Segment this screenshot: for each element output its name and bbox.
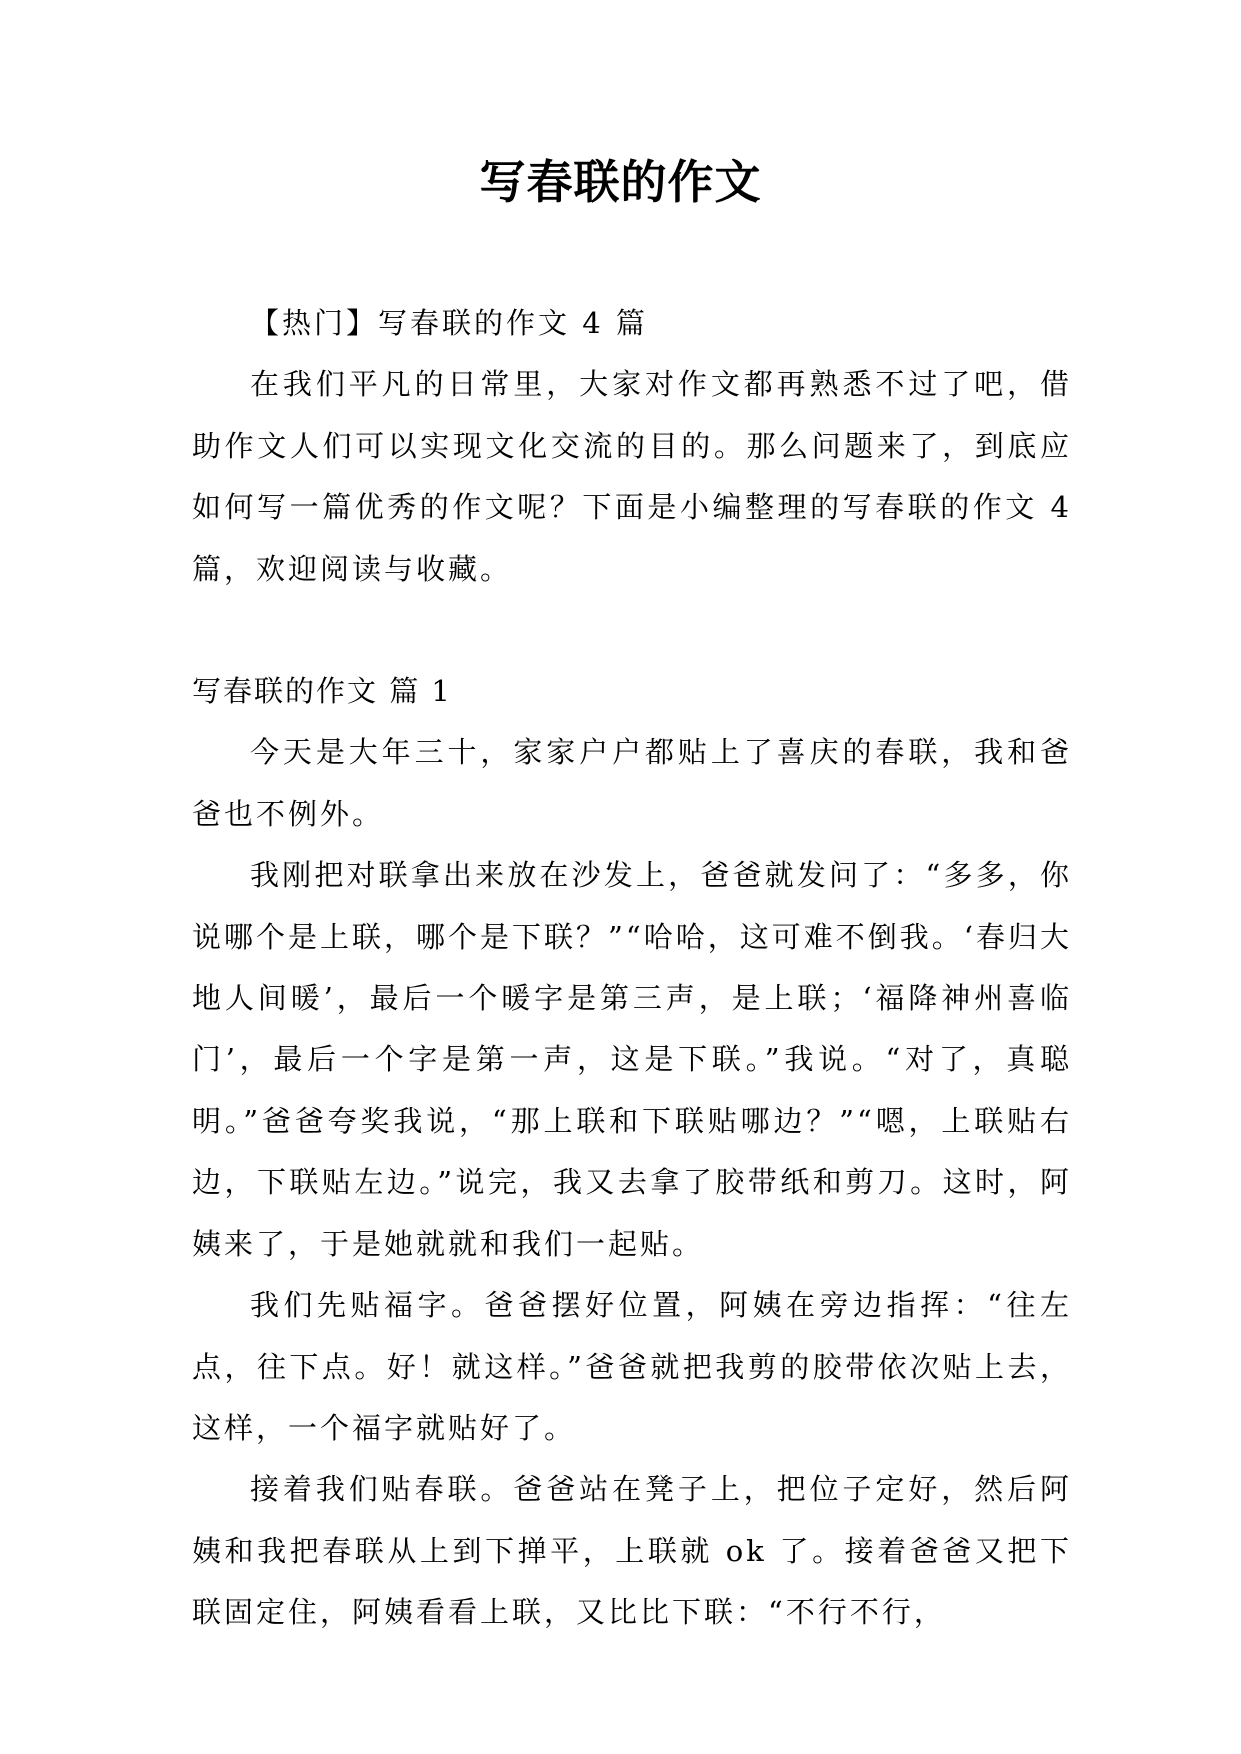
paragraph-spacer	[192, 600, 1072, 661]
section-heading: 写春联的作文 篇 1	[192, 674, 452, 709]
intro-paragraph: 在我们平凡的日常里，大家对作文都再熟悉不过了吧，借助作文人们可以实现文化交流的目的。那么问题来了，到底应如何写一篇优秀的作文呢？下面是小编整理的写春联的作文 4 篇，欢迎阅读与收藏。	[192, 367, 1072, 586]
body-paragraph: 我刚把对联拿出来放在沙发上，爸爸就发问了：“多多，你说哪个是上联，哪个是下联？”“哈哈，这可难不倒我。‘春归大地人间暖’，最后一个暖字是第三声，是上联；‘福降神州喜临门’，最后一个字是第一声，这是下联。”我说。“对了，真聪明。”爸爸夸奖我说，“那上联和下联贴哪边？”“嗯，上联贴右边，下联贴左边。”说完，我又去拿了胶带纸和剪刀。这时，阿姨来了，于是她就就和我们一起贴。	[192, 858, 1072, 1261]
intro-heading: 【热门】写春联的作文 4 篇	[250, 306, 648, 340]
body-paragraph: 接着我们贴春联。爸爸站在凳子上，把位子定好，然后阿姨和我把春联从上到下掸平，上联就 ok 了。接着爸爸又把下联固定住，阿姨看看上联，又比比下联：“不行不行，	[192, 1472, 1072, 1630]
document-title: 写春联的作文	[479, 155, 762, 209]
body-paragraph: 今天是大年三十，家家户户都贴上了喜庆的春联，我和爸爸也不例外。	[192, 735, 1072, 831]
body-paragraph: 我们先贴福字。爸爸摆好位置，阿姨在旁边指挥：“往左点，往下点。好！就这样。”爸爸就把我剪的胶带依次贴上去，这样，一个福字就贴好了。	[192, 1288, 1072, 1445]
document-body	[192, 293, 1072, 1644]
